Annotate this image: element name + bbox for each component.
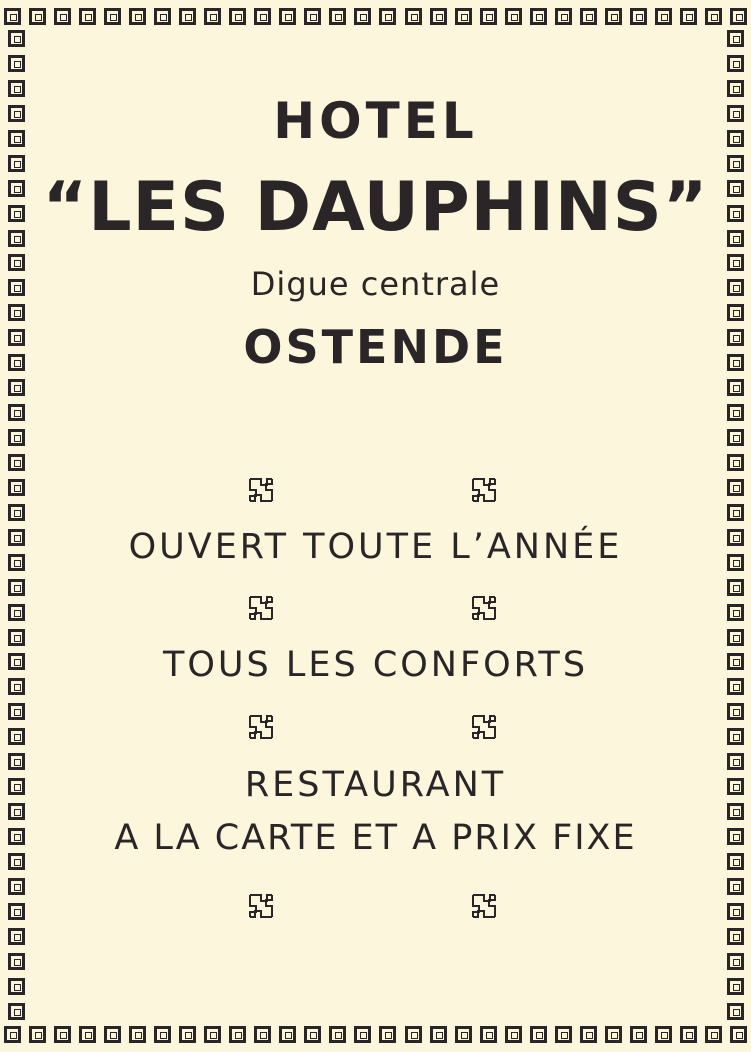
border-square xyxy=(727,479,744,496)
border-square xyxy=(8,30,25,47)
fret-ornament-icon xyxy=(247,713,275,741)
open-all-year-text: OUVERT TOUTE L’ANNÉE xyxy=(128,527,623,567)
border-square xyxy=(254,1026,271,1043)
border-square xyxy=(727,678,744,695)
border-square xyxy=(229,1026,246,1043)
border-square xyxy=(154,1026,171,1043)
border-square xyxy=(727,604,744,621)
border-top xyxy=(4,4,747,28)
border-square xyxy=(229,8,246,25)
border-square xyxy=(29,1026,46,1043)
border-square xyxy=(455,1026,472,1043)
border-square xyxy=(8,728,25,745)
border-square xyxy=(727,279,744,296)
border-square xyxy=(8,105,25,122)
hotel-label: HOTEL xyxy=(273,92,478,150)
border-square xyxy=(179,1026,196,1043)
border-square xyxy=(727,529,744,546)
border-square xyxy=(530,1026,547,1043)
border-square xyxy=(405,1026,422,1043)
border-square xyxy=(29,8,46,25)
border-square xyxy=(727,180,744,197)
border-square xyxy=(680,1026,697,1043)
fret-ornament-icon xyxy=(470,476,498,504)
border-square xyxy=(430,8,447,25)
hotel-address: Digue centrale xyxy=(250,265,501,303)
restaurant-text: RESTAURANT xyxy=(244,765,507,805)
border-square xyxy=(254,8,271,25)
border-square xyxy=(727,853,744,870)
border-square xyxy=(730,8,747,25)
border-square xyxy=(727,329,744,346)
border-square xyxy=(605,1026,622,1043)
border-square xyxy=(8,279,25,296)
border-square xyxy=(727,30,744,47)
border-square xyxy=(8,629,25,646)
border-square xyxy=(8,853,25,870)
border-square xyxy=(8,429,25,446)
border-square xyxy=(430,1026,447,1043)
border-square xyxy=(727,953,744,970)
border-square xyxy=(727,504,744,521)
fret-ornament-icon xyxy=(247,476,275,504)
menu-text: A LA CARTE ET A PRIX FIXE xyxy=(114,818,637,858)
border-square xyxy=(455,8,472,25)
border-square xyxy=(727,778,744,795)
border-square xyxy=(8,878,25,895)
border-square xyxy=(727,429,744,446)
border-square xyxy=(8,329,25,346)
fret-ornament-icon xyxy=(470,892,498,920)
border-square xyxy=(8,903,25,920)
border-square xyxy=(8,803,25,820)
border-square xyxy=(8,479,25,496)
border-square xyxy=(79,1026,96,1043)
fret-ornament-icon xyxy=(247,594,275,622)
border-square xyxy=(727,629,744,646)
border-square xyxy=(727,230,744,247)
border-square xyxy=(705,8,722,25)
border-square xyxy=(727,404,744,421)
border-square xyxy=(204,1026,221,1043)
border-square xyxy=(727,80,744,97)
border-square xyxy=(304,1026,321,1043)
border-square xyxy=(727,579,744,596)
border-square xyxy=(727,254,744,271)
border-square xyxy=(379,1026,396,1043)
border-bottom xyxy=(4,1022,747,1046)
border-square xyxy=(8,554,25,571)
border-square xyxy=(54,1026,71,1043)
border-square xyxy=(727,928,744,945)
border-square xyxy=(480,1026,497,1043)
border-square xyxy=(727,803,744,820)
border-square xyxy=(727,454,744,471)
border-square xyxy=(8,579,25,596)
border-left xyxy=(4,30,28,1020)
border-square xyxy=(129,8,146,25)
border-square xyxy=(354,8,371,25)
border-square xyxy=(279,1026,296,1043)
border-square xyxy=(8,928,25,945)
border-square xyxy=(8,180,25,197)
border-square xyxy=(8,230,25,247)
border-square xyxy=(304,8,321,25)
border-square xyxy=(580,8,597,25)
border-square xyxy=(727,878,744,895)
border-square xyxy=(727,304,744,321)
border-square xyxy=(8,529,25,546)
border-square xyxy=(530,8,547,25)
fret-ornament-icon xyxy=(247,892,275,920)
border-square xyxy=(727,828,744,845)
border-square xyxy=(730,1026,747,1043)
border-square xyxy=(8,205,25,222)
border-square xyxy=(555,1026,572,1043)
border-square xyxy=(727,653,744,670)
border-square xyxy=(8,404,25,421)
border-square xyxy=(727,728,744,745)
border-square xyxy=(8,254,25,271)
border-square xyxy=(129,1026,146,1043)
border-square xyxy=(104,1026,121,1043)
border-square xyxy=(727,753,744,770)
border-square xyxy=(8,130,25,147)
border-square xyxy=(480,8,497,25)
border-square xyxy=(79,8,96,25)
border-square xyxy=(8,454,25,471)
fret-ornament-icon xyxy=(470,713,498,741)
border-square xyxy=(8,304,25,321)
border-square xyxy=(8,55,25,72)
border-square xyxy=(354,1026,371,1043)
border-square xyxy=(630,8,647,25)
border-square xyxy=(555,8,572,25)
border-square xyxy=(727,554,744,571)
border-square xyxy=(705,1026,722,1043)
border-square xyxy=(8,753,25,770)
comforts-text: TOUS LES CONFORTS xyxy=(162,645,589,685)
border-square xyxy=(8,504,25,521)
border-square xyxy=(505,8,522,25)
border-square xyxy=(727,703,744,720)
border-square xyxy=(54,8,71,25)
border-square xyxy=(279,8,296,25)
fret-ornament-icon xyxy=(470,594,498,622)
border-square xyxy=(727,205,744,222)
border-square xyxy=(727,130,744,147)
border-square xyxy=(727,1003,744,1020)
border-square xyxy=(505,1026,522,1043)
hotel-name: “LES DAUPHINS” xyxy=(42,168,709,247)
border-square xyxy=(329,8,346,25)
border-square xyxy=(605,8,622,25)
border-square xyxy=(405,8,422,25)
border-square xyxy=(655,8,672,25)
border-square xyxy=(8,828,25,845)
border-square xyxy=(8,978,25,995)
border-square xyxy=(104,8,121,25)
border-square xyxy=(4,1026,21,1043)
border-square xyxy=(727,978,744,995)
border-square xyxy=(8,1003,25,1020)
border-square xyxy=(630,1026,647,1043)
border-square xyxy=(8,678,25,695)
border-square xyxy=(727,903,744,920)
border-square xyxy=(4,8,21,25)
border-square xyxy=(680,8,697,25)
border-square xyxy=(8,653,25,670)
border-square xyxy=(329,1026,346,1043)
border-square xyxy=(727,379,744,396)
border-square xyxy=(154,8,171,25)
border-square xyxy=(179,8,196,25)
border-square xyxy=(580,1026,597,1043)
border-square xyxy=(8,703,25,720)
border-square xyxy=(8,155,25,172)
border-square xyxy=(8,80,25,97)
border-square xyxy=(204,8,221,25)
border-square xyxy=(8,354,25,371)
border-right xyxy=(723,30,747,1020)
border-square xyxy=(727,354,744,371)
border-square xyxy=(727,55,744,72)
border-square xyxy=(8,953,25,970)
border-square xyxy=(727,155,744,172)
hotel-city: OSTENDE xyxy=(243,320,508,374)
border-square xyxy=(8,379,25,396)
border-square xyxy=(8,604,25,621)
border-square xyxy=(655,1026,672,1043)
border-square xyxy=(379,8,396,25)
border-square xyxy=(727,105,744,122)
border-square xyxy=(8,778,25,795)
